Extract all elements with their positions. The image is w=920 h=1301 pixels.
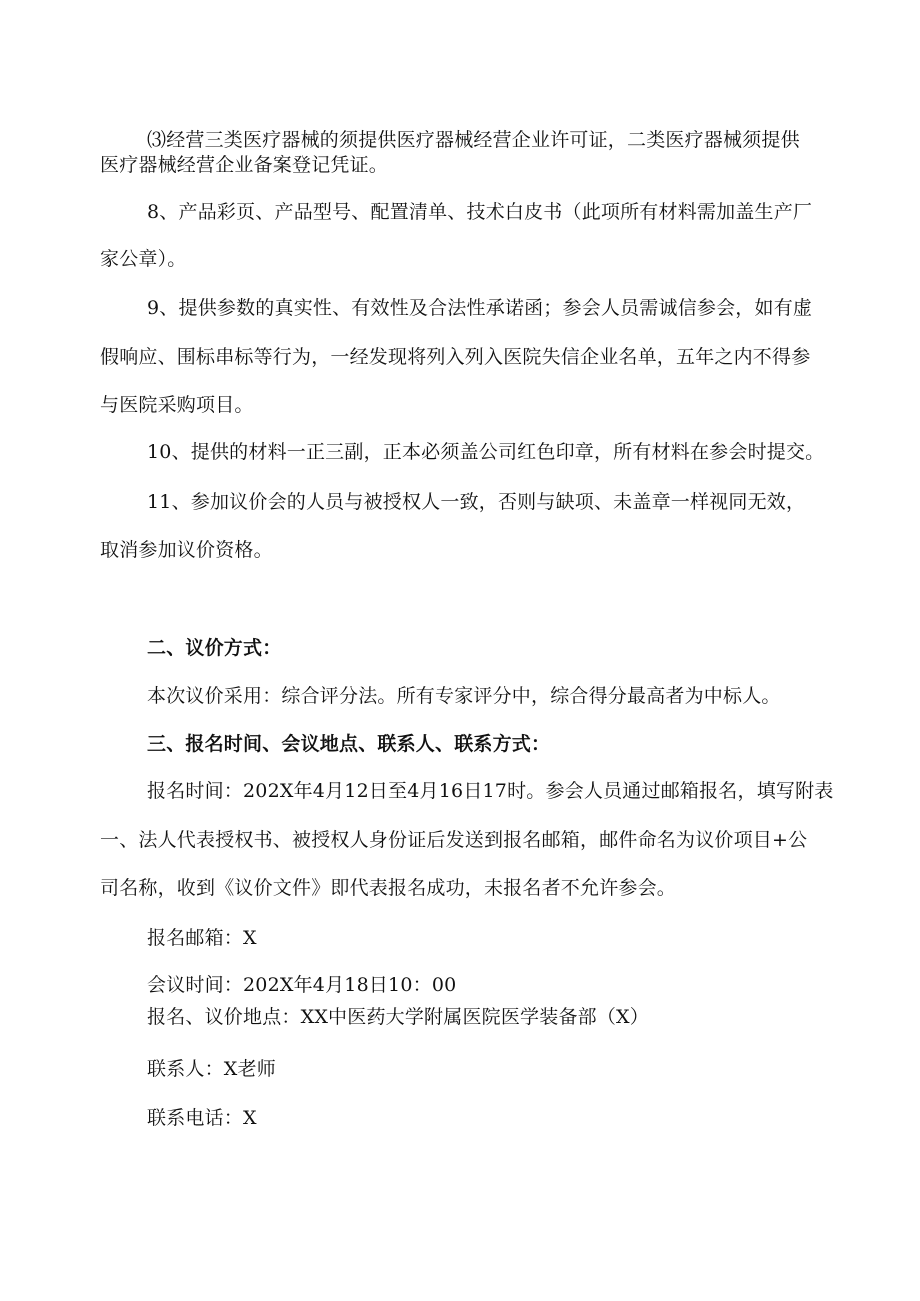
section-3-heading: 三、报名时间、会议地点、联系人、联系方式：	[147, 733, 551, 755]
section-2-heading: 二、议价方式：	[147, 637, 282, 659]
item-10-line-1: 10、提供的材料一正三副，正本必须盖公司红色印章，所有材料在参会时提交。	[147, 441, 825, 463]
meeting-time: 会议时间：202X年4月18日10：00	[147, 974, 457, 996]
item-11-line-1: 11、参加议价会的人员与被授权人一致，否则与缺项、未盖章一样视同无效，	[147, 491, 806, 513]
registration-email: 报名邮箱：X	[147, 927, 257, 949]
contact-person: 联系人：X老师	[147, 1058, 276, 1080]
contact-phone: 联系电话：X	[147, 1107, 257, 1129]
item-3-line-1: ⑶经营三类医疗器械的须提供医疗器械经营企业许可证，二类医疗器械须提供	[147, 129, 800, 151]
meeting-location: 报名、议价地点：XX中医药大学附属医院医学装备部（X）	[147, 1006, 649, 1028]
item-8-line-1: 8、产品彩页、产品型号、配置清单、技术白皮书（此项所有材料需加盖生产厂	[147, 201, 813, 223]
item-9-line-3: 与医院采购项目。	[100, 394, 254, 416]
item-8-line-2: 家公章）。	[100, 248, 187, 270]
item-11-line-2: 取消参加议价资格。	[100, 539, 273, 561]
section-2-body: 本次议价采用：综合评分法。所有专家评分中，综合得分最高者为中标人。	[147, 685, 781, 707]
registration-line-2: 一、法人代表授权书、被授权人身份证后发送到报名邮箱，邮件命名为议价项目+公	[100, 829, 808, 851]
item-9-line-1: 9、提供参数的真实性、有效性及合法性承诺函；参会人员需诚信参会，如有虚	[147, 297, 813, 319]
registration-line-1: 报名时间：202X年4月12日至4月16日17时。参会人员通过邮箱报名，填写附表	[147, 780, 834, 802]
registration-line-3: 司名称，收到《议价文件》即代表报名成功，未报名者不允许参会。	[100, 877, 677, 899]
item-3-line-2: 医疗器械经营企业备案登记凭证。	[100, 154, 389, 176]
item-9-line-2: 假响应、围标串标等行为，一经发现将列入列入医院失信企业名单，五年之内不得参	[100, 346, 811, 368]
